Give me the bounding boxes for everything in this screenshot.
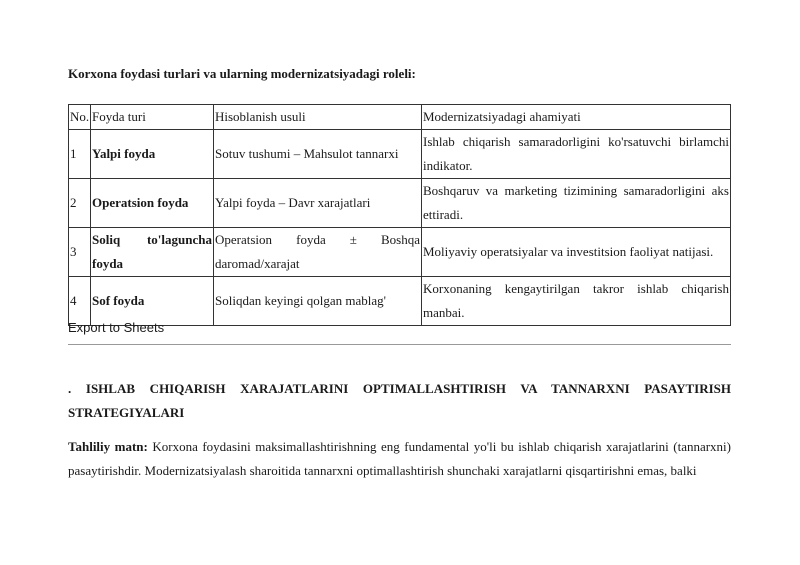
profit-types-table xyxy=(68,104,731,326)
header-profit-type: Foyda turi xyxy=(91,105,214,130)
row-number: 3 xyxy=(69,228,91,277)
table-row xyxy=(69,277,731,326)
modernization-importance: Boshqaruv va marketing tizimining samaradorligini aks ettiradi. xyxy=(422,179,731,228)
analysis-paragraph xyxy=(68,435,731,483)
export-to-sheets-link[interactable]: Export to Sheets xyxy=(68,320,165,335)
table-row xyxy=(69,179,731,228)
section-heading: . ISHLAB CHIQARISH XARAJATLARINI OPTIMALLASHTIRISH VA TANNARXNI PASAYTIRISH STRATEGIYALARI xyxy=(68,381,731,420)
table-row xyxy=(69,130,731,179)
header-modernization-importance: Modernizatsiyadagi ahamiyati xyxy=(422,105,731,130)
horizontal-divider xyxy=(68,344,731,345)
calculation-method: Soliqdan keyingi qolgan mablag' xyxy=(214,277,422,326)
header-calculation-method: Hisoblanish usuli xyxy=(214,105,422,130)
calculation-method: Operatsion foyda ± Boshqa daromad/xarajat xyxy=(214,228,422,277)
row-number: 2 xyxy=(69,179,91,228)
calculation-method: Sotuv tushumi – Mahsulot tannarxi xyxy=(214,130,422,179)
row-number: 1 xyxy=(69,130,91,179)
modernization-importance: Korxonaning kengaytirilgan takror ishlab chiqarish manbai. xyxy=(422,277,731,326)
profit-type: Soliq to'laguncha foyda xyxy=(91,228,214,277)
modernization-importance: Moliyaviy operatsiyalar va investitsion faoliyat natijasi. xyxy=(422,228,731,277)
header-no: No. xyxy=(69,105,91,130)
table-header-row xyxy=(69,105,731,130)
profit-type: Operatsion foyda xyxy=(91,179,214,228)
calculation-method: Yalpi foyda – Davr xarajatlari xyxy=(214,179,422,228)
modernization-importance: Ishlab chiqarish samaradorligini ko'rsatuvchi birlamchi indikator. xyxy=(422,130,731,179)
profit-type: Sof foyda xyxy=(91,277,214,326)
paragraph-lead: Tahliliy matn: xyxy=(68,439,148,454)
row-number: 4 xyxy=(69,277,91,326)
table-row xyxy=(69,228,731,277)
table-caption: Korxona foydasi turlari va ularning modernizatsiyadagi roleli: xyxy=(68,66,416,81)
profit-type: Yalpi foyda xyxy=(91,130,214,179)
paragraph-text: Korxona foydasini maksimallashtirishning eng fundamental yo'li bu ishlab chiqarish xarajatlarini (tannarxni) pasaytirishdir. Modernizatsiyalash sharoitida tannarxni optimallashtirish shunchaki xarajatlarni qisqartirishni emas, balki xyxy=(68,439,732,478)
